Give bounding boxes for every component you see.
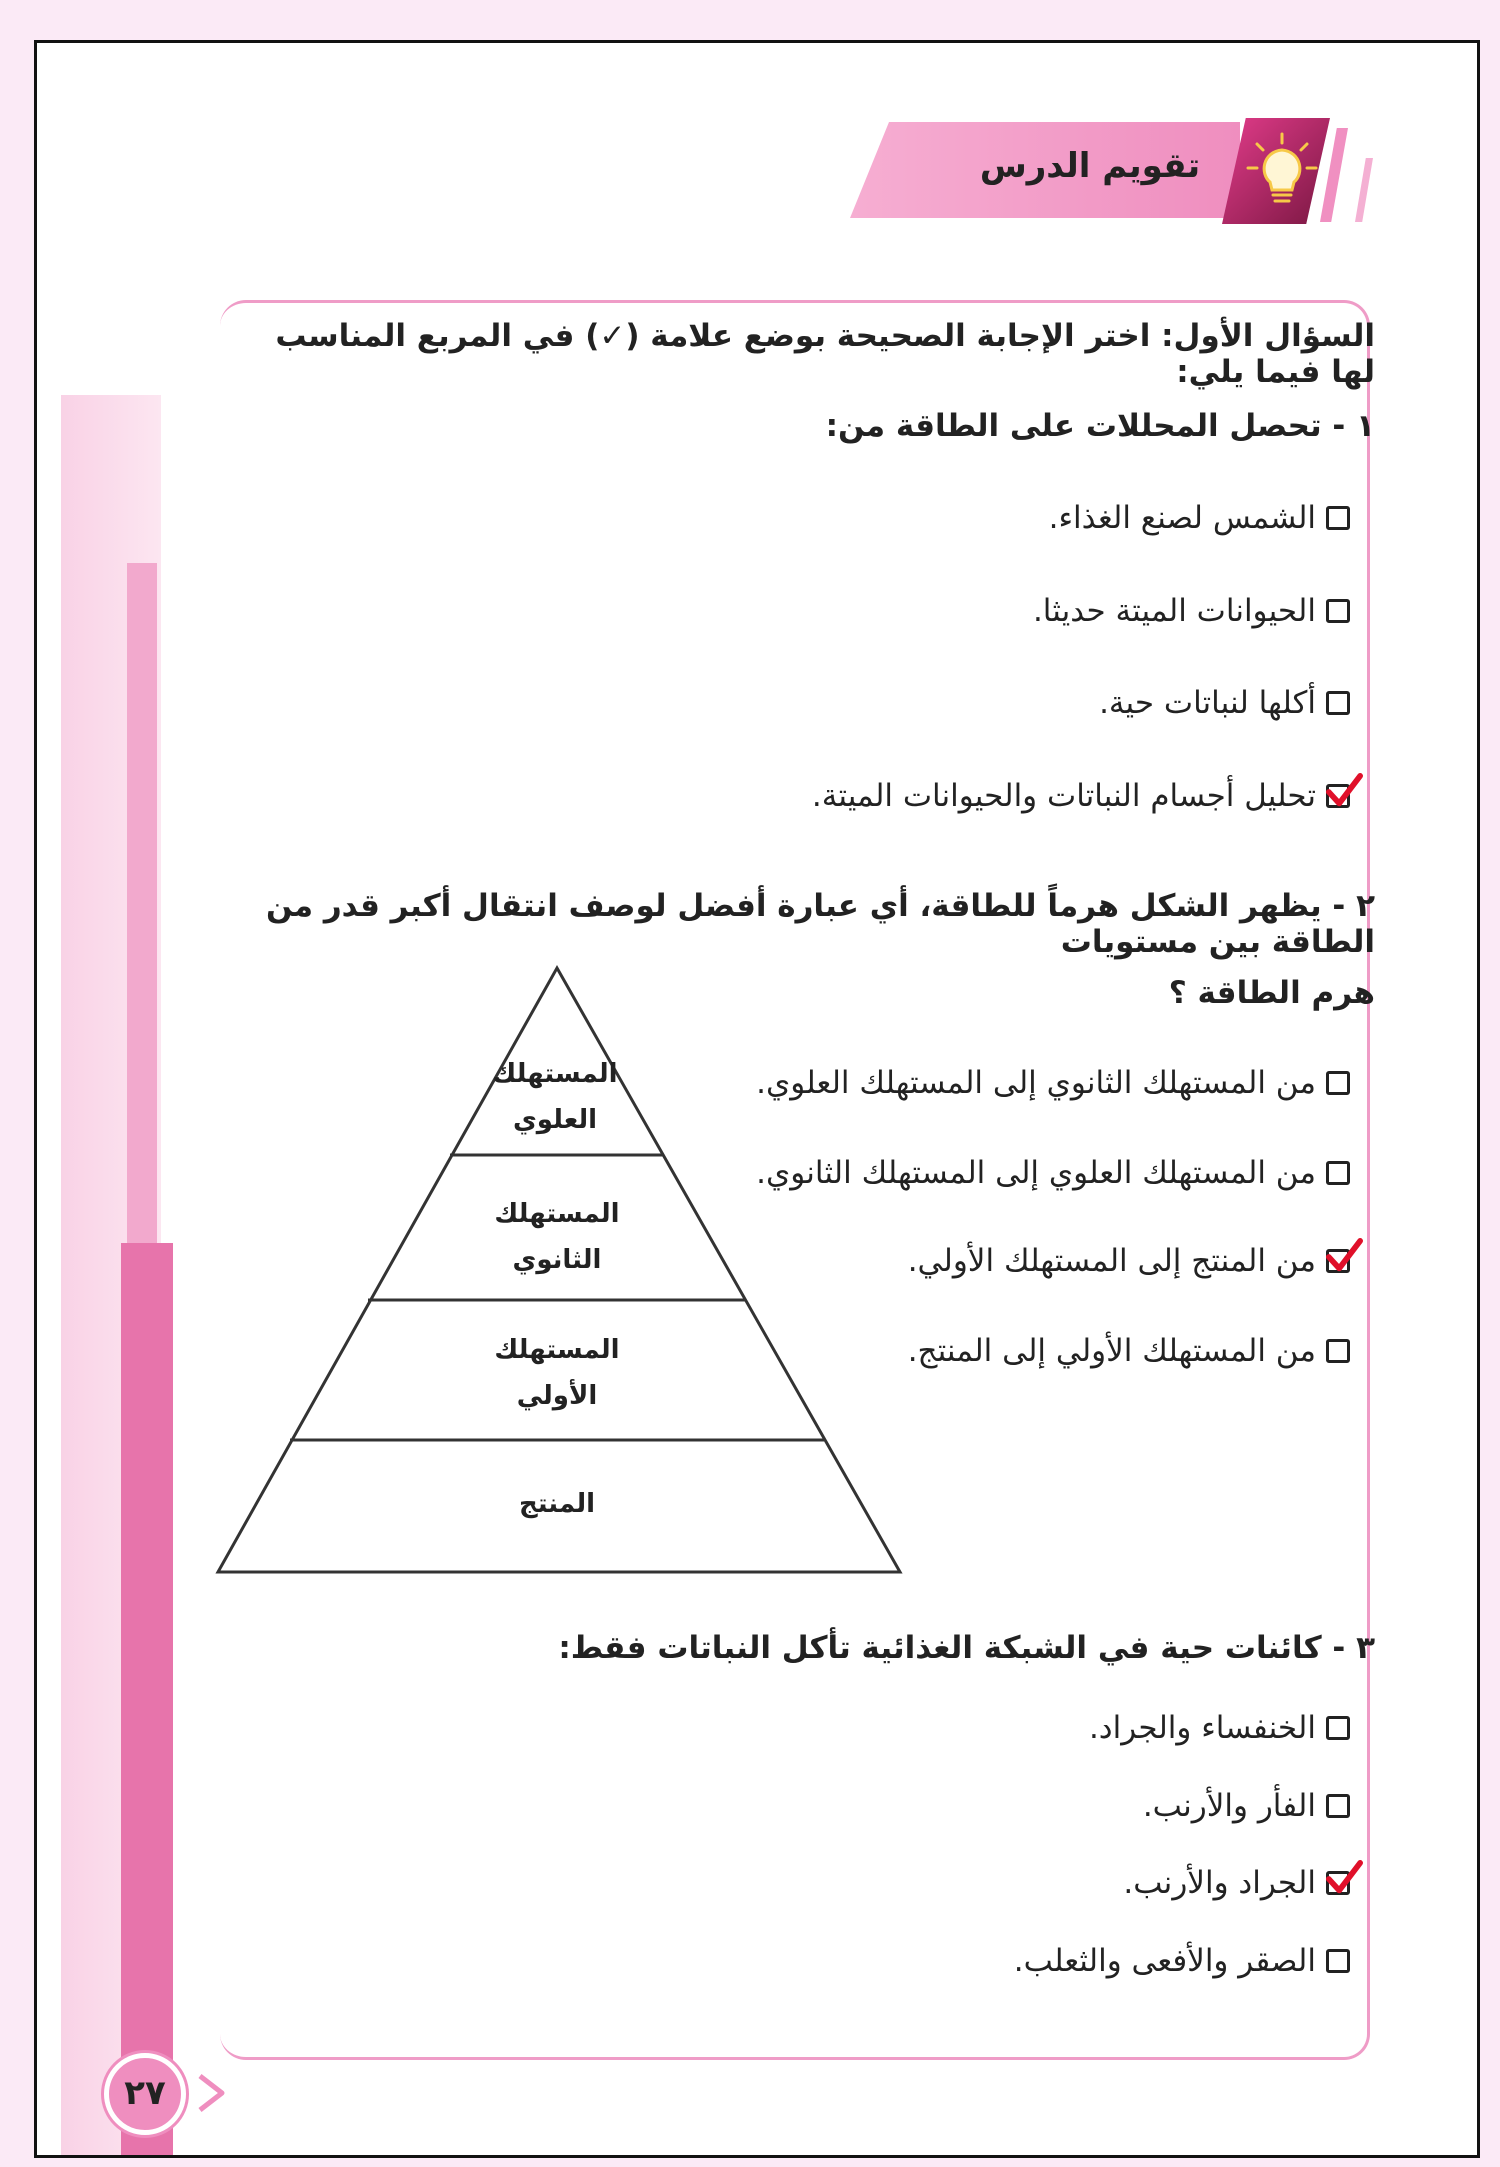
option-label: من المستهلك العلوي إلى المستهلك الثانوي.	[756, 1155, 1316, 1191]
option-label: من المنتج إلى المستهلك الأولي.	[907, 1243, 1316, 1279]
checkbox[interactable]	[1326, 1949, 1350, 1973]
pyramid-level-top-line2: العلوي	[512, 1105, 598, 1135]
q1-option-4[interactable]	[812, 778, 1350, 814]
option-label: الفأر والأرنب.	[1142, 1788, 1316, 1824]
option-label: تحليل أجسام النباتات والحيوانات الميتة.	[811, 778, 1316, 814]
checkbox-checked[interactable]	[1326, 1871, 1350, 1895]
checkbox-checked[interactable]	[1326, 1249, 1350, 1273]
q1-option-3[interactable]	[1099, 685, 1350, 721]
q1-option-1[interactable]	[1049, 500, 1350, 536]
checkbox[interactable]	[1326, 691, 1350, 715]
checkbox[interactable]	[1326, 599, 1350, 623]
decorative-strip-dark	[121, 1243, 173, 2158]
option-label: الحيوانات الميتة حديثا.	[1032, 593, 1316, 629]
option-label: من المستهلك الثانوي إلى المستهلك العلوي.	[756, 1065, 1316, 1101]
option-label: الخنفساء والجراد.	[1088, 1710, 1316, 1746]
lesson-header-banner	[850, 118, 1350, 223]
pyramid-level-primary-line2: الأولي	[516, 1381, 598, 1411]
option-label: الشمس لصنع الغذاء.	[1048, 500, 1316, 536]
q3-option-4[interactable]	[1014, 1943, 1350, 1979]
question-1-text: ١ - تحصل المحللات على الطاقة من:	[825, 408, 1375, 444]
question-3-text: ٣ - كائنات حية في الشبكة الغذائية تأكل النباتات فقط:	[558, 1630, 1375, 1666]
checkmark-icon	[1325, 1860, 1363, 1898]
q1-option-2[interactable]	[1033, 593, 1350, 629]
checkbox[interactable]	[1326, 1716, 1350, 1740]
option-label: الجراد والأرنب.	[1123, 1865, 1316, 1901]
checkmark-icon	[1325, 1238, 1363, 1276]
q3-option-3[interactable]	[1123, 1865, 1350, 1901]
question-2-text-line1: ٢ - يظهر الشكل هرماً للطاقة، أي عبارة أفضل لوصف انتقال أكبر قدر من الطاقة بين مستويات	[265, 888, 1375, 960]
option-label: من المستهلك الأولي إلى المنتج.	[907, 1333, 1316, 1369]
header-title: تقويم الدرس	[979, 146, 1201, 186]
pyramid-level-primary-line1: المستهلك	[494, 1335, 620, 1365]
page-number: ٢٧	[104, 2053, 186, 2135]
checkbox[interactable]	[1326, 1794, 1350, 1818]
pyramid-level-top-line1: المستهلك	[492, 1059, 618, 1089]
checkmark-icon	[1325, 773, 1363, 811]
pyramid-level-secondary-line1: المستهلك	[494, 1199, 620, 1229]
option-label: أكلها لنباتات حية.	[1099, 685, 1316, 721]
q3-option-2[interactable]	[1143, 1788, 1350, 1824]
q2-option-4[interactable]	[908, 1333, 1350, 1369]
checkbox[interactable]	[1326, 1071, 1350, 1095]
checkbox[interactable]	[1326, 506, 1350, 530]
instruction-text: السؤال الأول: اختر الإجابة الصحيحة بوضع علامة (✓) في المربع المناسب لها فيما يلي:	[275, 318, 1375, 390]
q2-option-3[interactable]	[908, 1243, 1350, 1279]
lightbulb-icon	[1242, 130, 1322, 210]
question-2-text-line2: هرم الطاقة ؟	[1168, 975, 1375, 1011]
checkbox[interactable]	[1326, 1161, 1350, 1185]
pyramid-level-secondary-line2: الثانوي	[512, 1245, 602, 1275]
energy-pyramid-diagram	[210, 960, 910, 1580]
checkbox[interactable]	[1326, 1339, 1350, 1363]
pyramid-level-producer: المنتج	[518, 1489, 596, 1519]
checkbox-checked[interactable]	[1326, 784, 1350, 808]
q3-option-1[interactable]	[1089, 1710, 1350, 1746]
option-label: الصقر والأفعى والثعلب.	[1013, 1943, 1316, 1979]
arrow-right-icon	[196, 2072, 226, 2114]
